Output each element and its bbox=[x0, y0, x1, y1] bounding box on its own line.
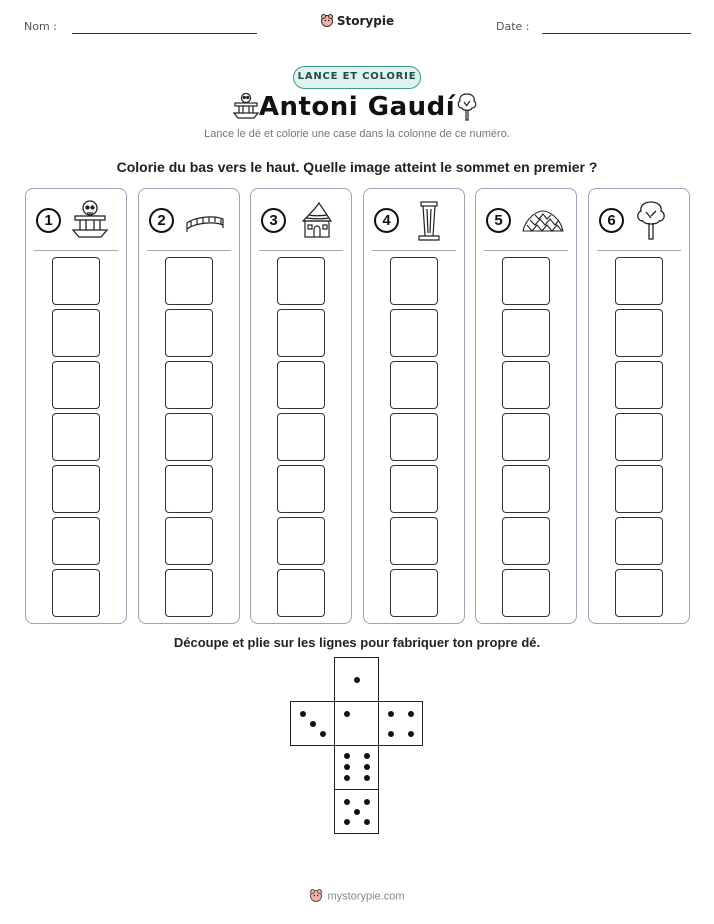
brand bbox=[0, 13, 714, 30]
color-cell[interactable] bbox=[390, 517, 438, 565]
die-face-1 bbox=[334, 701, 379, 746]
color-cell[interactable] bbox=[165, 465, 213, 513]
pip bbox=[364, 775, 370, 781]
storypie-logo-icon bbox=[309, 888, 323, 905]
color-cell[interactable] bbox=[390, 361, 438, 409]
color-cell[interactable] bbox=[615, 517, 663, 565]
color-cell[interactable] bbox=[277, 413, 325, 461]
pip bbox=[344, 764, 350, 770]
color-cell[interactable] bbox=[502, 257, 550, 305]
pip bbox=[344, 799, 350, 805]
color-cell[interactable] bbox=[277, 465, 325, 513]
color-cell[interactable] bbox=[390, 465, 438, 513]
die-face-4 bbox=[378, 701, 423, 746]
name-label: Nom : bbox=[24, 20, 57, 33]
column-2 bbox=[138, 188, 240, 624]
die-face-5 bbox=[334, 789, 379, 834]
color-cell[interactable] bbox=[390, 257, 438, 305]
column-number: 3 bbox=[261, 208, 286, 233]
color-cell[interactable] bbox=[52, 517, 100, 565]
pip bbox=[344, 775, 350, 781]
color-cell[interactable] bbox=[277, 361, 325, 409]
color-cell[interactable] bbox=[52, 257, 100, 305]
color-cell[interactable] bbox=[52, 309, 100, 357]
activity-badge: LANCE ET COLORIE bbox=[293, 66, 421, 89]
column-number: 6 bbox=[599, 208, 624, 233]
column-6 bbox=[588, 188, 690, 624]
column-divider bbox=[484, 250, 568, 251]
pip bbox=[364, 753, 370, 759]
color-cell[interactable] bbox=[52, 569, 100, 617]
subtitle: Lance le dé et colorie une case dans la colonne de ce numéro. bbox=[204, 128, 510, 140]
instruction: Colorie du bas vers le haut. Quelle image atteint le sommet en premier ? bbox=[116, 159, 598, 175]
column-1 bbox=[25, 188, 127, 624]
column-number: 4 bbox=[374, 208, 399, 233]
brand-name: Storypie bbox=[336, 14, 395, 28]
column-5 bbox=[475, 188, 577, 624]
footer bbox=[0, 888, 714, 905]
color-cell[interactable] bbox=[165, 309, 213, 357]
color-cell[interactable] bbox=[165, 569, 213, 617]
color-cell[interactable] bbox=[502, 517, 550, 565]
color-cell[interactable] bbox=[502, 465, 550, 513]
color-cell[interactable] bbox=[277, 569, 325, 617]
tree-icon bbox=[633, 199, 677, 243]
column-pillar-icon bbox=[408, 199, 452, 243]
date-line bbox=[542, 33, 691, 34]
color-cell[interactable] bbox=[615, 569, 663, 617]
color-cell[interactable] bbox=[165, 517, 213, 565]
color-cell[interactable] bbox=[502, 309, 550, 357]
pip bbox=[320, 731, 326, 737]
color-cell[interactable] bbox=[277, 257, 325, 305]
storypie-logo-icon bbox=[320, 13, 334, 30]
pip bbox=[364, 764, 370, 770]
color-cell[interactable] bbox=[615, 257, 663, 305]
die-face-1 bbox=[334, 657, 379, 702]
tree-icon bbox=[456, 92, 478, 127]
footer-url[interactable]: mystorypie.com bbox=[327, 890, 405, 903]
gingerbread-house-icon bbox=[295, 199, 339, 243]
color-cell[interactable] bbox=[52, 465, 100, 513]
column-number: 5 bbox=[486, 208, 511, 233]
color-cell[interactable] bbox=[52, 361, 100, 409]
pip bbox=[388, 731, 394, 737]
color-cell[interactable] bbox=[502, 569, 550, 617]
pip bbox=[344, 819, 350, 825]
color-cell[interactable] bbox=[502, 361, 550, 409]
color-cell[interactable] bbox=[277, 517, 325, 565]
page-title: Antoni Gaudí bbox=[258, 92, 456, 122]
color-cell[interactable] bbox=[165, 361, 213, 409]
color-cell[interactable] bbox=[615, 361, 663, 409]
column-divider bbox=[259, 250, 343, 251]
pip bbox=[408, 731, 414, 737]
column-number: 2 bbox=[149, 208, 174, 233]
column-divider bbox=[372, 250, 456, 251]
die-face-6 bbox=[334, 745, 379, 790]
date-label: Date : bbox=[496, 20, 530, 33]
pip bbox=[354, 809, 360, 815]
pip bbox=[364, 799, 370, 805]
pip bbox=[344, 753, 350, 759]
color-cell[interactable] bbox=[615, 413, 663, 461]
pip bbox=[354, 677, 360, 683]
color-cell[interactable] bbox=[390, 413, 438, 461]
pip bbox=[310, 721, 316, 727]
color-cell[interactable] bbox=[390, 569, 438, 617]
column-divider bbox=[597, 250, 681, 251]
column-number: 1 bbox=[36, 208, 61, 233]
column-divider bbox=[147, 250, 231, 251]
color-cell[interactable] bbox=[165, 257, 213, 305]
bench-icon bbox=[183, 199, 227, 243]
color-cell[interactable] bbox=[390, 309, 438, 357]
pip bbox=[300, 711, 306, 717]
color-cell[interactable] bbox=[615, 465, 663, 513]
pip bbox=[408, 711, 414, 717]
color-cell[interactable] bbox=[615, 309, 663, 357]
color-cell[interactable] bbox=[277, 309, 325, 357]
column-4 bbox=[363, 188, 465, 624]
name-line bbox=[72, 33, 257, 34]
die-face-3 bbox=[290, 701, 335, 746]
pip bbox=[388, 711, 394, 717]
column-divider bbox=[34, 250, 118, 251]
balcony-skull-icon bbox=[70, 199, 114, 243]
color-cell[interactable] bbox=[165, 413, 213, 461]
color-cell[interactable] bbox=[52, 413, 100, 461]
color-cell[interactable] bbox=[502, 413, 550, 461]
pip bbox=[344, 711, 350, 717]
scaled-roof-icon bbox=[520, 199, 564, 243]
column-3 bbox=[250, 188, 352, 624]
pip bbox=[364, 819, 370, 825]
cut-instruction: Découpe et plie sur les lignes pour fabriquer ton propre dé. bbox=[173, 635, 541, 650]
